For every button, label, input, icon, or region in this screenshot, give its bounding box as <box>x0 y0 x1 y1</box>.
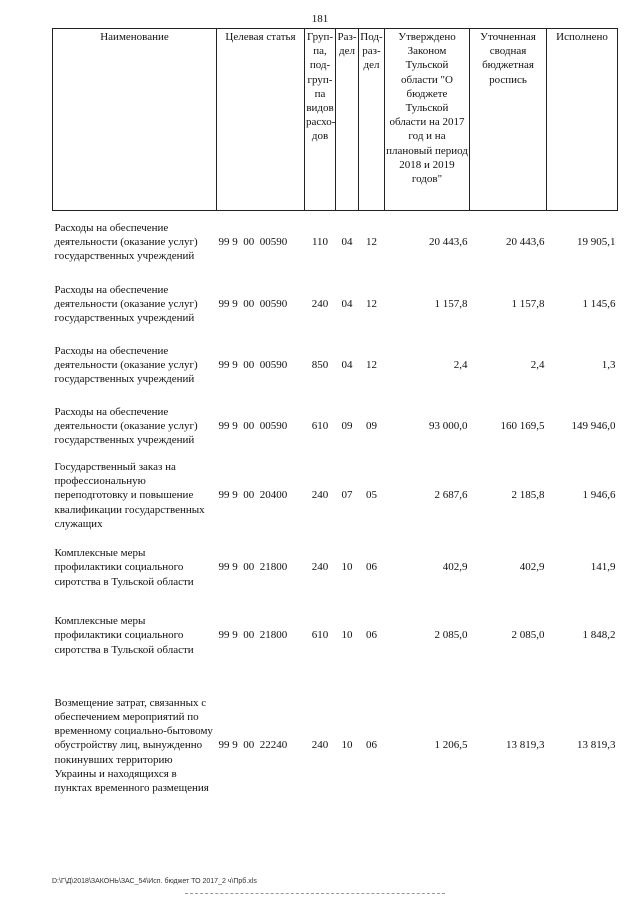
row-group: 110 <box>311 236 329 249</box>
row-group: 240 <box>311 561 329 574</box>
row-refined: 2,4 <box>530 358 545 371</box>
row-razdel: 04 <box>341 358 353 371</box>
header-podrazdel: Под-раз-дел <box>359 29 385 211</box>
row-name: Комплексные меры профилактики социального сиротства в Тульской области <box>54 615 194 656</box>
row-code: 99 9 00 00590 <box>218 297 288 310</box>
row-refined: 13 819,3 <box>506 739 545 752</box>
row-executed: 19 905,1 <box>577 236 616 249</box>
row-name: Расходы на обеспечение деятельности (оказание услуг) государственных учреждений <box>54 221 198 263</box>
row-group: 240 <box>311 297 329 310</box>
row-name: Комплексные меры профилактики социального сиротства в Тульской области <box>54 547 194 588</box>
table-row <box>53 671 618 821</box>
header-refined: Уточненная сводная бюджетная роспись <box>470 29 547 211</box>
row-podrazdel: 06 <box>366 739 377 752</box>
row-approved: 20 443,6 <box>429 236 468 249</box>
row-approved: 2,4 <box>453 358 468 371</box>
row-executed: 13 819,3 <box>577 739 616 752</box>
header-razdel: Раз-дел <box>336 29 359 211</box>
row-executed: 1 946,6 <box>582 489 616 502</box>
row-razdel: 10 <box>341 561 353 574</box>
row-podrazdel: 05 <box>366 489 377 502</box>
row-razdel: 09 <box>341 419 353 432</box>
row-executed: 141,9 <box>590 561 616 574</box>
budget-table <box>52 28 618 821</box>
row-group: 240 <box>311 739 329 752</box>
row-code: 99 9 00 00590 <box>218 236 288 249</box>
table-row <box>53 335 618 396</box>
row-name: Расходы на обеспечение деятельности (оказание услуг) государственных учреждений <box>54 405 198 447</box>
row-podrazdel: 12 <box>366 358 377 371</box>
row-code: 99 9 00 21800 <box>218 629 288 642</box>
row-podrazdel: 12 <box>366 236 377 249</box>
row-group: 850 <box>311 358 329 371</box>
row-refined: 2 185,8 <box>511 489 545 502</box>
row-name: Расходы на обеспечение деятельности (оказание услуг) государственных учреждений <box>54 344 198 386</box>
row-razdel: 10 <box>341 739 353 752</box>
row-refined: 402,9 <box>519 561 545 574</box>
row-group: 610 <box>311 629 329 642</box>
row-razdel: 07 <box>341 489 353 502</box>
row-executed: 1 145,6 <box>582 297 616 310</box>
table-row <box>53 211 618 274</box>
row-name: Расходы на обеспечение деятельности (оказание услуг) государственных учреждений <box>54 283 198 325</box>
table-row <box>53 601 618 671</box>
row-podrazdel: 09 <box>366 419 377 432</box>
row-approved: 402,9 <box>442 561 468 574</box>
header-approved: Утверждено Законом Тульской области "О бюджете Тульской области на 2017 год и на плановый период 2018 и 2019 годов" <box>385 29 470 211</box>
table-row <box>53 274 618 335</box>
row-executed: 1 848,2 <box>582 629 616 642</box>
row-approved: 2 085,0 <box>434 629 468 642</box>
row-razdel: 04 <box>341 236 353 249</box>
header-row <box>53 29 618 211</box>
row-code: 99 9 00 22240 <box>218 739 288 752</box>
row-refined: 160 169,5 <box>500 419 545 432</box>
table-row <box>53 396 618 457</box>
row-refined: 2 085,0 <box>511 629 545 642</box>
table-row <box>53 535 618 601</box>
row-executed: 1,3 <box>601 358 616 371</box>
row-executed: 149 946,0 <box>571 419 616 432</box>
row-podrazdel: 06 <box>366 561 377 574</box>
row-approved: 1 206,5 <box>434 739 468 752</box>
footer-divider <box>185 893 445 894</box>
row-name: Государственный заказ на профессиональную переподготовку и повышение квалификации государственных служащих <box>54 460 205 530</box>
row-podrazdel: 12 <box>366 297 377 310</box>
row-group: 610 <box>311 419 329 432</box>
row-code: 99 9 00 20400 <box>218 489 288 502</box>
row-approved: 93 000,0 <box>429 419 468 432</box>
row-name: Возмещение затрат, связанных с обеспечением мероприятий по временному социально-бытовому обустройству лиц, вынужденно покинувших территорию Украины и находящихся в пунктах временного размещения <box>54 696 213 794</box>
row-code: 99 9 00 00590 <box>218 358 288 371</box>
table-row <box>53 457 618 535</box>
file-path-footer: D:\Г\Д\2018\ЗАКОНЬ\ЗАС_54\Исп. бюджет ТО 2017_2 ч\Прб.xls <box>52 878 257 885</box>
row-razdel: 10 <box>341 629 353 642</box>
row-approved: 1 157,8 <box>434 297 468 310</box>
row-code: 99 9 00 00590 <box>218 419 288 432</box>
row-code: 99 9 00 21800 <box>218 561 288 574</box>
row-approved: 2 687,6 <box>434 489 468 502</box>
header-name: Наименование <box>53 29 217 211</box>
page-number: 181 <box>311 13 329 25</box>
row-podrazdel: 06 <box>366 629 377 642</box>
row-refined: 20 443,6 <box>506 236 545 249</box>
row-group: 240 <box>311 489 329 502</box>
header-executed: Исполнено <box>547 29 618 211</box>
header-group: Груп-па, под-груп-па видов расхо-дов <box>305 29 336 211</box>
header-target: Целевая статья <box>217 29 305 211</box>
row-razdel: 04 <box>341 297 353 310</box>
row-refined: 1 157,8 <box>511 297 545 310</box>
